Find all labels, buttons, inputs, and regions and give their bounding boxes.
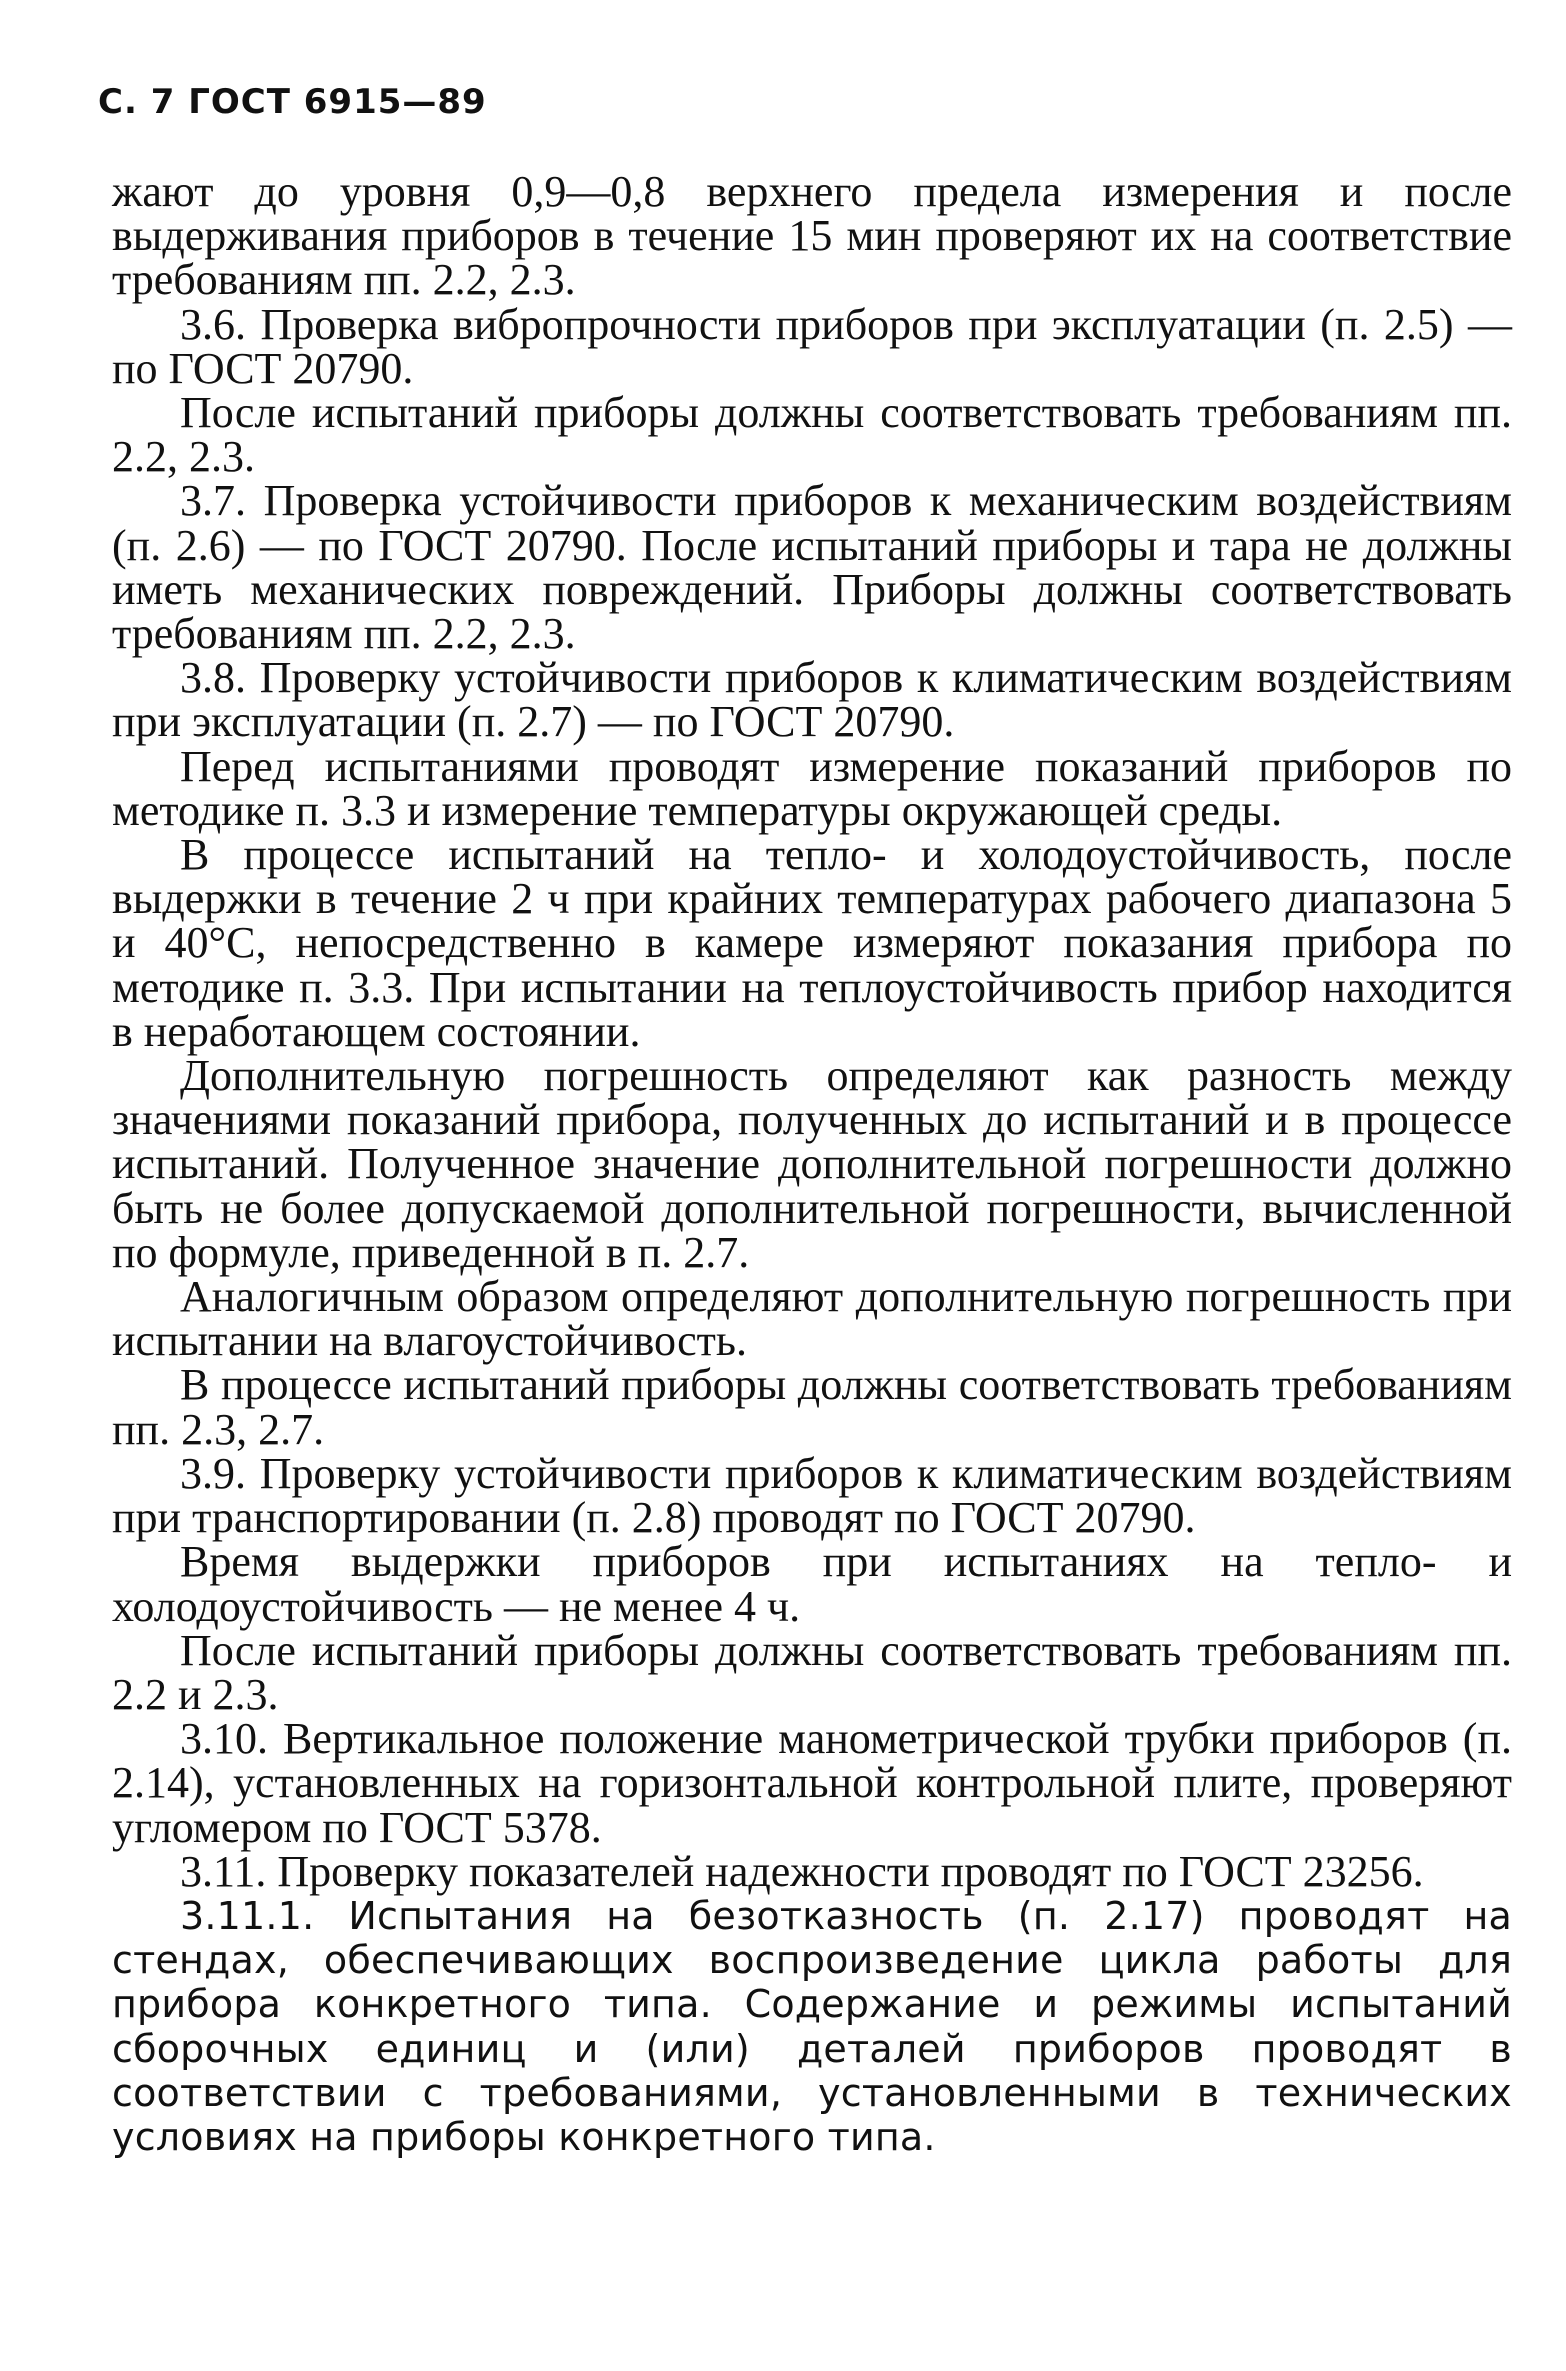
paragraph: В процессе испытаний на тепло- и холодоустойчивость, после выдержки в течение 2 ч при крайних температурах рабочего диапазона 5 и 40°С, непосредственно в камере измеряют показания прибора по методике п. 3.3. При испытании на теплоустойчивость прибор находится в неработающем состоянии.: [112, 830, 1512, 1056]
paragraph-3-11: 3.11. Проверку показателей надежности проводят по ГОСТ 23256.: [180, 1846, 1424, 1896]
paragraph: Аналогичным образом определяют дополнительную погрешность при испытании на влагоустойчивость.: [112, 1272, 1512, 1366]
page-header: С. 7 ГОСТ 6915—89: [98, 82, 487, 122]
paragraph: После испытаний приборы должны соответствовать требованиям пп. 2.2, 2.3.: [112, 388, 1512, 482]
paragraph-3-8: 3.8. Проверку устойчивости приборов к климатическим воздействиям при эксплуатации (п. 2.7) — по ГОСТ 20790.: [112, 653, 1512, 747]
paragraph-3-7: 3.7. Проверка устойчивости приборов к механическим воздействиям (п. 2.6) — по ГОСТ 20790. После испытаний приборы и тара не должны иметь механических повреждений. Приборы должны соответствовать требованиям пп. 2.2, 2.3.: [112, 476, 1512, 659]
paragraph: Перед испытаниями проводят измерение показаний приборов по методике п. 3.3 и измерение температуры окружающей среды.: [112, 741, 1512, 835]
paragraph-3-10: 3.10. Вертикальное положение манометрической трубки приборов (п. 2.14), установленных на горизонтальной контрольной плите, проверяют угломером по ГОСТ 5378.: [112, 1714, 1512, 1852]
paragraph: После испытаний приборы должны соответствовать требованиям пп. 2.2 и 2.3.: [112, 1625, 1512, 1719]
body-text: [112, 167, 1512, 2159]
paragraph-continued: жают до уровня 0,9—0,8 верхнего предела измерения и после выдерживания приборов в течение 15 мин проверяют их на соответствие требованиям пп. 2.2, 2.3.: [112, 167, 1512, 305]
paragraph-3-6: 3.6. Проверка вибропрочности приборов при эксплуатации (п. 2.5) — по ГОСТ 20790.: [112, 299, 1512, 393]
paragraph-3-9: 3.9. Проверку устойчивости приборов к климатическим воздействиям при транспортировании (п. 2.8) проводят по ГОСТ 20790.: [112, 1448, 1512, 1543]
paragraph: Время выдержки приборов при испытаниях на тепло- и холодоустойчивость — не менее 4 ч.: [112, 1537, 1512, 1631]
paragraph-3-11-1: 3.11.1. Испытания на безотказность (п. 2.17) проводят на стендах, обеспечивающих воспроизведение цикла работы для прибора конкретного типа. Содержание и режимы испытаний сборочных единиц и (или) деталей приборов проводят в соответствии с требованиями, установленными в технических условиях на приборы конкретного типа.: [112, 1893, 1512, 2159]
paragraph: В процессе испытаний приборы должны соответствовать требованиям пп. 2.3, 2.7.: [112, 1360, 1512, 1454]
paragraph: Дополнительную погрешность определяют как разность между значениями показаний прибора, полученных до испытаний и в процессе испытаний. Полученное значение дополнительной погрешности должно быть не более допускаемой дополнительной погрешности, вычисленной по формуле, приведенной в п. 2.7.: [112, 1051, 1512, 1277]
